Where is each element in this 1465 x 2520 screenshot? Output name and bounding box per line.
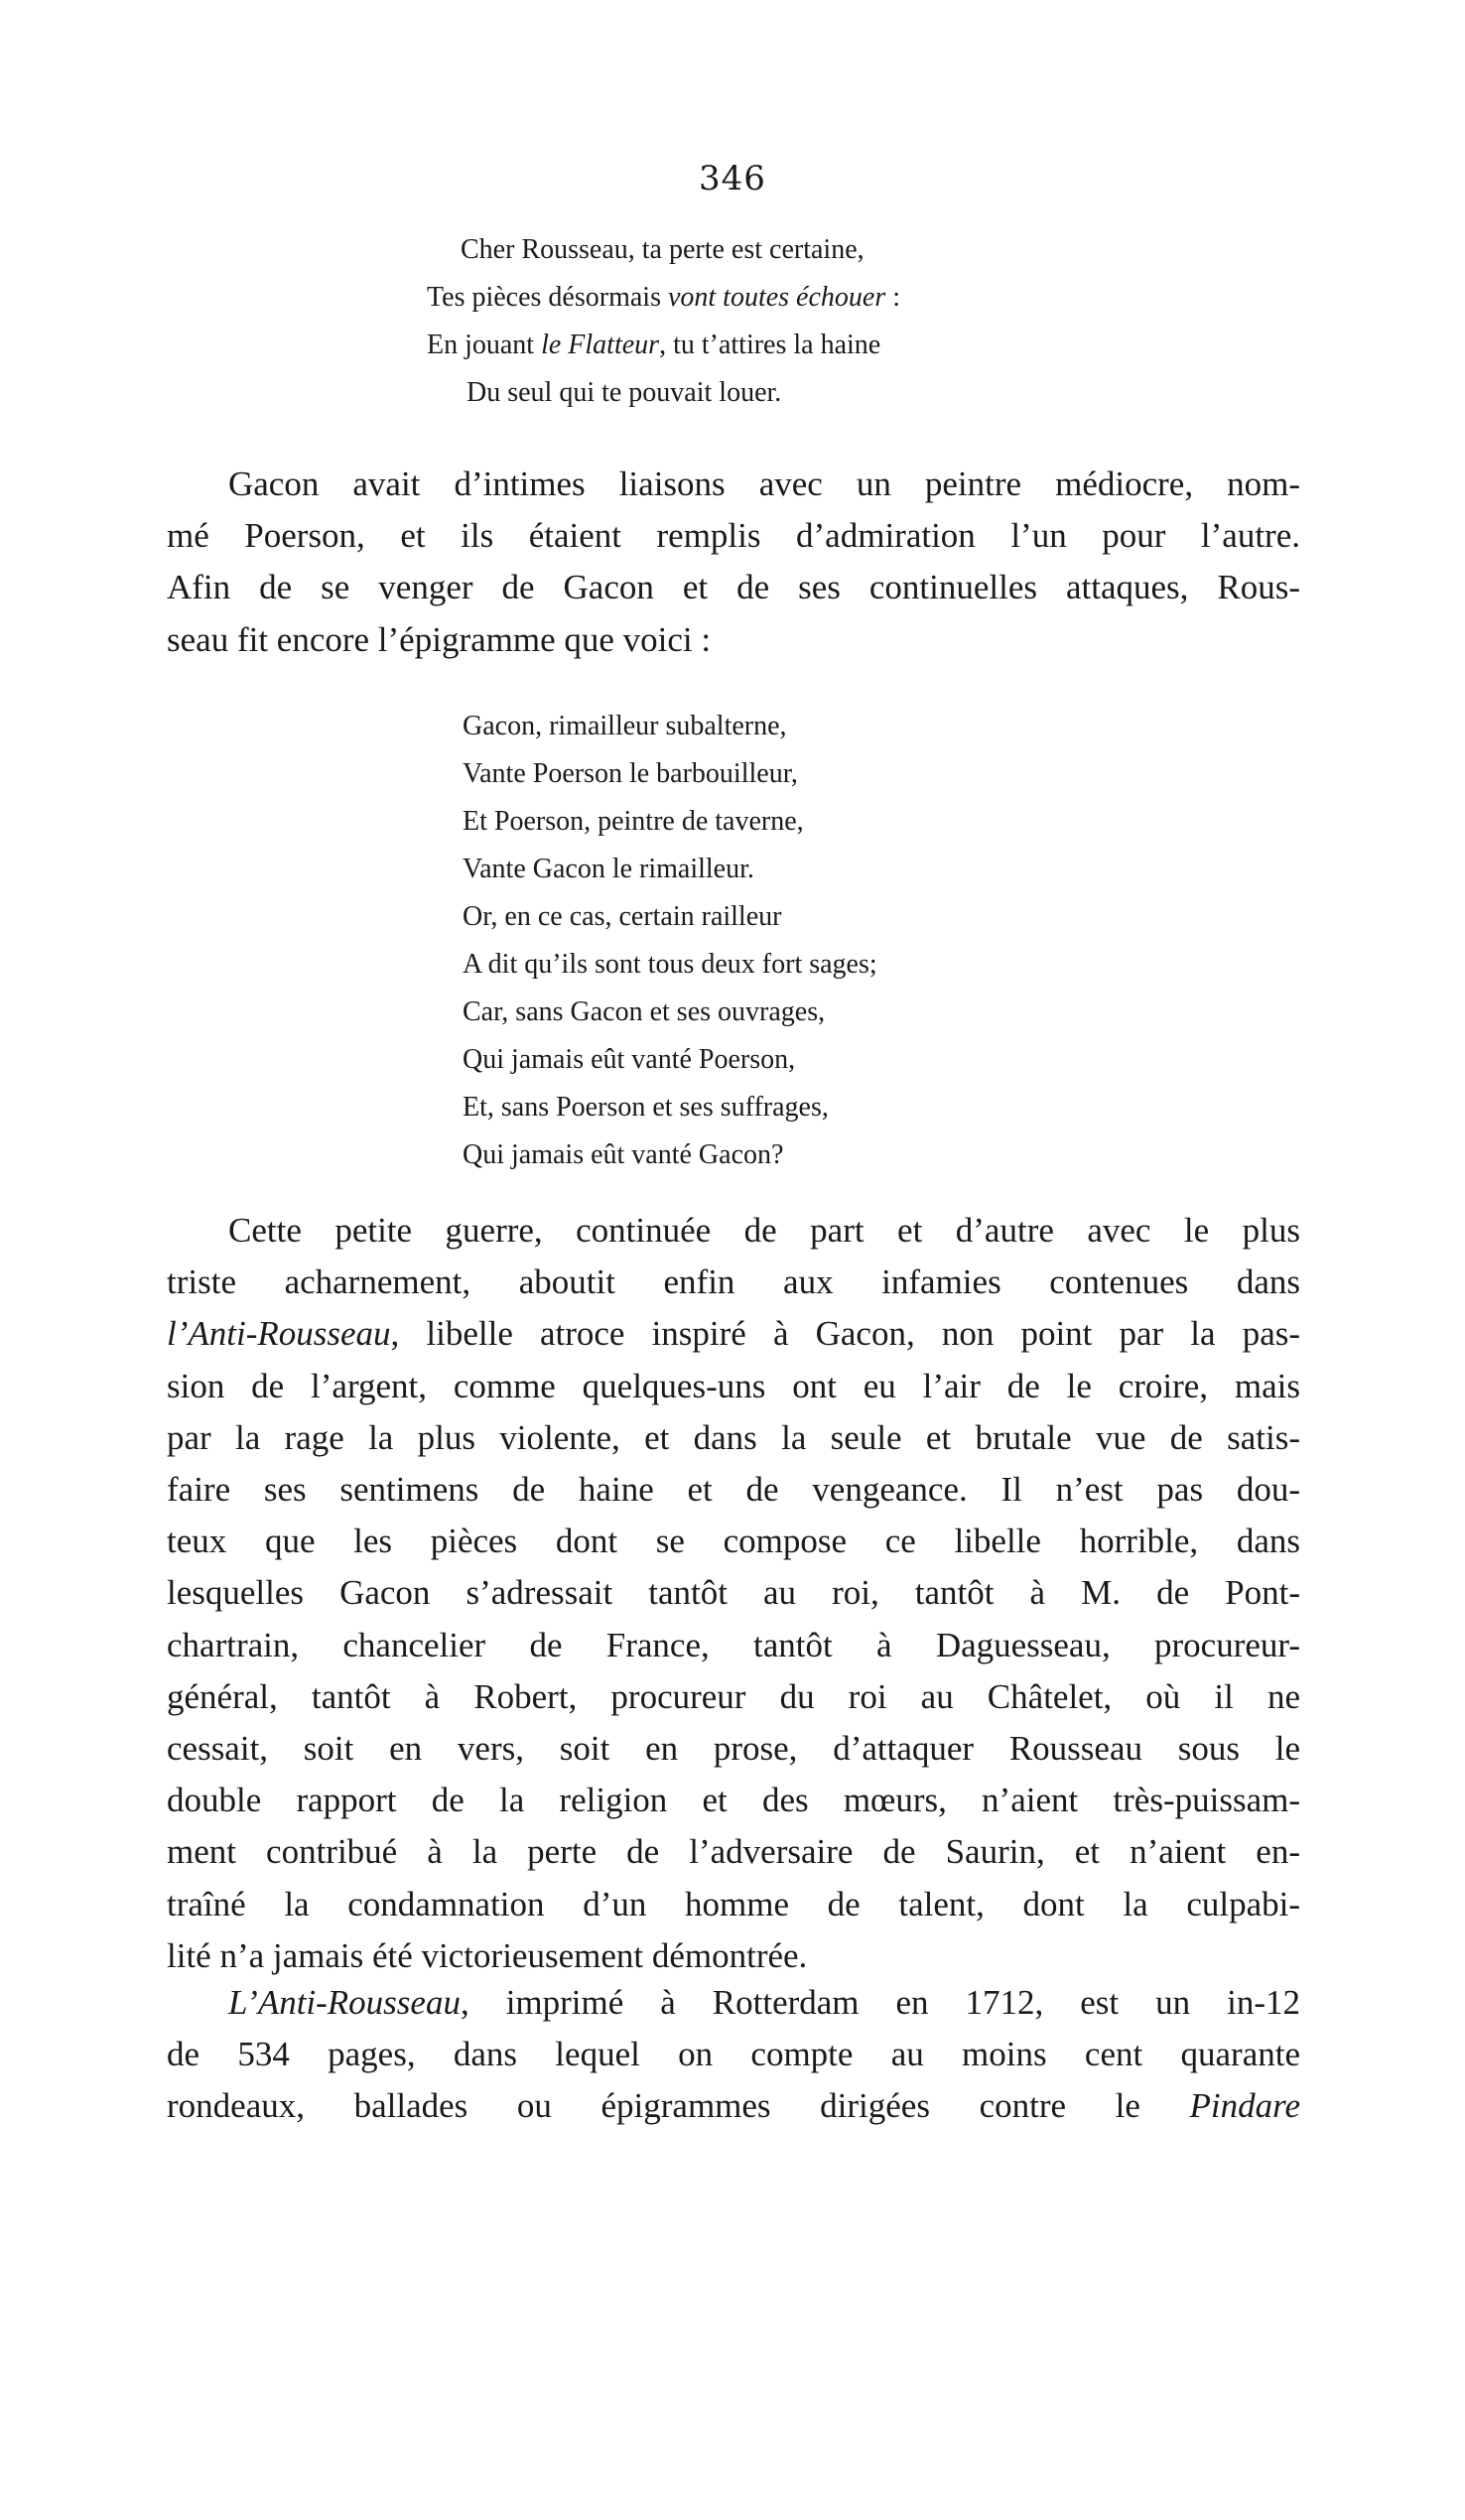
paragraph-petite-guerre — [167, 1205, 1300, 1982]
text-line: lesquelles Gacon s’adressait tantôt au roi, tantôt à M. de Pont- — [167, 1573, 1300, 1613]
epigram-first — [427, 226, 900, 417]
verse-line: Et, sans Poerson et ses suffrages, — [463, 1092, 829, 1123]
epigram-second — [463, 703, 877, 1179]
text-line: ment contribué à la perte de l’adversaire de Saurin, et n’aient en- — [167, 1832, 1300, 1872]
text-line: Afin de se venger de Gacon et de ses continuelles attaques, Rous- — [167, 568, 1300, 607]
text-line: par la rage la plus violente, et dans la seule et brutale vue de satis- — [167, 1417, 1300, 1457]
italic-title: le Flatteur — [541, 330, 660, 360]
text-line: rondeaux, ballades ou épigrammes dirigées contre le Pindare — [167, 2086, 1300, 2126]
italic-title: L’Anti-Rousseau — [228, 1983, 461, 2022]
italic-title: l’Anti-Rousseau — [167, 1314, 391, 1354]
text-line: triste acharnement, aboutit enfin aux infamies contenues dans — [167, 1262, 1300, 1302]
page-number: 346 — [699, 159, 766, 199]
text-line: général, tantôt à Robert, procureur du roi au Châtelet, où il ne — [167, 1676, 1300, 1716]
verse-line: Tes pièces désormais vont toutes échouer : — [427, 282, 901, 313]
italic-title: vont toutes échouer — [667, 282, 886, 313]
text-line: sion de l’argent, comme quelques-uns ont eu l’air de le croire, mais — [167, 1366, 1300, 1405]
verse-line: Or, en ce cas, certain railleur — [463, 901, 782, 932]
text-line: Gacon avait d’intimes liaisons avec un peintre médiocre, nom- — [228, 464, 1300, 503]
text-line: cessait, soit en vers, soit en prose, d’attaquer Rousseau sous le — [167, 1729, 1300, 1769]
verse-line: Qui jamais eût vanté Gacon? — [463, 1139, 784, 1170]
text-line: teux que les pièces dont se compose ce libelle horrible, dans — [167, 1522, 1300, 1561]
text-line: de 534 pages, dans lequel on compte au moins cent quarante — [167, 2035, 1300, 2074]
verse-line: Et Poerson, peintre de taverne, — [463, 806, 804, 837]
verse-line: Vante Gacon le rimailleur. — [463, 854, 754, 884]
verse-line: Gacon, rimailleur subalterne, — [463, 711, 787, 741]
verse-line: Cher Rousseau, ta perte est certaine, — [461, 234, 865, 265]
verse-line: Qui jamais eût vanté Poerson, — [463, 1044, 796, 1075]
text-line: Cette petite guerre, continuée de part et d’autre avec le plus — [228, 1211, 1300, 1250]
verse-line: Vante Poerson le barbouilleur, — [463, 758, 798, 789]
text-line: double rapport de la religion et des mœurs, n’aient très-puissam- — [167, 1781, 1300, 1820]
text-line: traîné la condamnation d’un homme de talent, dont la culpabi- — [167, 1884, 1300, 1923]
paragraph-gacon-poerson — [167, 459, 1300, 666]
text-line: L’Anti-Rousseau, imprimé à Rotterdam en 1712, est un in-12 — [228, 1983, 1300, 2022]
text-line: mé Poerson, et ils étaient remplis d’admiration l’un pour l’autre. — [167, 516, 1300, 556]
text-line: seau fit encore l’épigramme que voici : — [167, 619, 712, 659]
text-line: faire ses sentimens de haine et de vengeance. Il n’est pas dou- — [167, 1470, 1300, 1510]
verse-line: En jouant le Flatteur, tu t’attires la haine — [427, 330, 881, 360]
verse-line: Du seul qui te pouvait louer. — [466, 377, 782, 408]
verse-line: Car, sans Gacon et ses ouvrages, — [463, 996, 826, 1027]
text-line: chartrain, chancelier de France, tantôt à Daguesseau, procureur- — [167, 1625, 1300, 1664]
verse-line: A dit qu’ils sont tous deux fort sages; — [463, 949, 877, 980]
text-line: lité n’a jamais été victorieusement démontrée. — [167, 1935, 808, 1975]
italic-title: Pindare — [1189, 2086, 1300, 2126]
paragraph-anti-rousseau — [167, 1977, 1300, 2133]
text-line: l’Anti-Rousseau, libelle atroce inspiré à Gacon, non point par la pas- — [167, 1314, 1300, 1354]
